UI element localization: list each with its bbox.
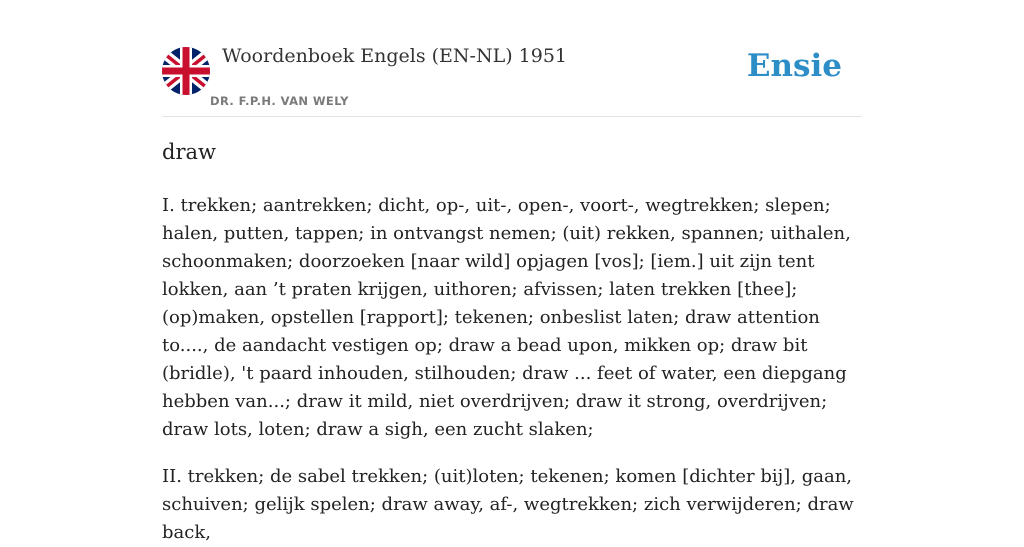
dictionary-author: DR. F.P.H. VAN WELY	[210, 94, 349, 108]
uk-flag-icon	[162, 47, 210, 95]
dictionary-title[interactable]: Woordenboek Engels (EN-NL) 1951	[222, 45, 567, 67]
ensie-logo[interactable]: Ensie	[746, 48, 842, 84]
entry-headword: draw	[162, 140, 216, 164]
dictionary-header	[162, 40, 862, 117]
definition-paragraph: II. trekken; de sabel trekken; (uit)loten; tekenen; komen [dichter bij], gaan, schuiven; gelijk spelen; draw away, af-, wegtrekken; zich verwijderen; draw back,	[162, 466, 854, 543]
definition-paragraph: I. trekken; aantrekken; dicht, op-, uit-, open-, voort-, wegtrekken; slepen; halen, putten, tappen; in ontvangst nemen; (uit) rekken, spannen; uithalen, schoonmaken; doorzoeken [naar wild] opjagen [vos]; [iem.] uit zijn tent lokken, aan ’t praten krijgen, uithoren; afvissen; laten trekken [thee]; (op)maken, opstellen [rapport]; tekenen; onbeslist laten; draw attention to...., de aandacht vestigen op; draw a bead upon, mikken op; draw bit (bridle), 't paard inhouden, stilhouden; draw ... feet of water, een diepgang hebben van...; draw it mild, niet overdrijven; draw it strong, overdrijven; draw lots, loten; draw a sigh, een zucht slaken;	[162, 195, 851, 440]
